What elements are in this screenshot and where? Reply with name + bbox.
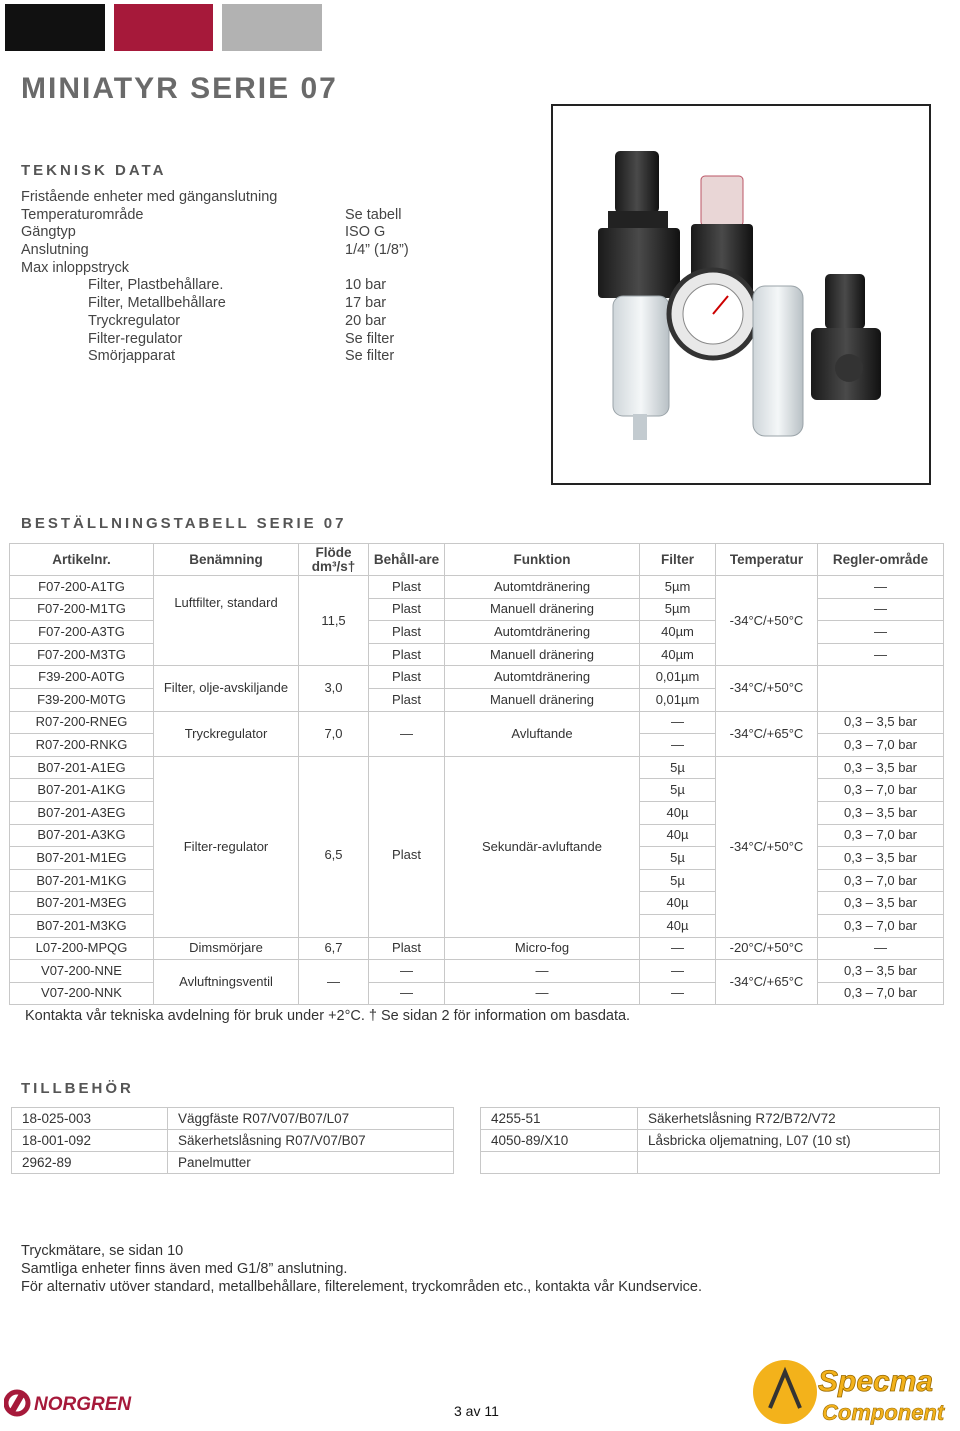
filter-cell: — bbox=[640, 960, 716, 983]
range-cell: — bbox=[818, 598, 944, 621]
filter-cell: 5µm bbox=[640, 576, 716, 599]
part-desc: Panelmutter bbox=[168, 1152, 454, 1174]
header-bar-gray bbox=[222, 4, 322, 51]
flow-cell: 3,0 bbox=[299, 666, 369, 711]
range-cell: 0,3 – 3,5 bar bbox=[818, 960, 944, 983]
container-cell: Plast bbox=[369, 621, 445, 644]
article-cell: V07-200-NNK bbox=[10, 982, 154, 1005]
container-cell: Plast bbox=[369, 937, 445, 960]
temp-cell: -20°C/+50°C bbox=[716, 937, 818, 960]
accessories-table-right bbox=[480, 1107, 940, 1174]
range-cell: — bbox=[818, 643, 944, 666]
article-cell: F39-200-A0TG bbox=[10, 666, 154, 689]
order-table bbox=[9, 543, 944, 1005]
function-cell: Avluftande bbox=[445, 711, 640, 756]
container-cell: — bbox=[369, 982, 445, 1005]
range-cell: 0,3 – 7,0 bar bbox=[818, 914, 944, 937]
range-cell: 0,3 – 7,0 bar bbox=[818, 869, 944, 892]
article-cell: B07-201-M1EG bbox=[10, 847, 154, 870]
tech-row: Temperaturområde Se tabell bbox=[21, 206, 402, 223]
order-heading: BESTÄLLNINGSTABELL SERIE 07 bbox=[21, 515, 347, 532]
tech-row: Filter, Metallbehållare 17 bar bbox=[88, 295, 387, 312]
footer-notes bbox=[21, 1242, 702, 1296]
range-cell: — bbox=[818, 937, 944, 960]
svg-text:Specma: Specma bbox=[818, 1365, 934, 1398]
tech-row: Anslutning 1/4” (1/8”) bbox=[21, 242, 409, 259]
filter-cell: 5µ bbox=[640, 869, 716, 892]
tech-row: Smörjapparat Se filter bbox=[88, 348, 395, 365]
function-cell: Automtdränering bbox=[445, 621, 640, 644]
name-cell: Avluftningsventil bbox=[154, 960, 299, 1005]
article-cell: F07-200-A1TG bbox=[10, 576, 154, 599]
tech-data-list bbox=[21, 189, 409, 366]
table-row bbox=[10, 576, 944, 599]
part-desc: Väggfäste R07/V07/B07/L07 bbox=[168, 1108, 454, 1130]
tech-row: Max inloppstryck bbox=[21, 259, 129, 276]
function-cell: Micro-fog bbox=[445, 937, 640, 960]
header-bar-red bbox=[114, 4, 213, 51]
filter-cell: 5µ bbox=[640, 847, 716, 870]
function-cell: — bbox=[445, 982, 640, 1005]
article-cell: F07-200-A3TG bbox=[10, 621, 154, 644]
name-cell: Filter, olje-avskiljande bbox=[154, 666, 299, 711]
function-cell: Automtdränering bbox=[445, 576, 640, 599]
accessories-heading: TILLBEHÖR bbox=[21, 1080, 134, 1097]
table-row bbox=[10, 756, 944, 779]
function-cell: Sekundär-avluftande bbox=[445, 756, 640, 937]
part-desc bbox=[638, 1152, 940, 1174]
name-cell: Dimsmörjare bbox=[154, 937, 299, 960]
range-cell: 0,3 – 3,5 bar bbox=[818, 711, 944, 734]
table-header-row bbox=[10, 544, 944, 576]
container-cell: Plast bbox=[369, 598, 445, 621]
temp-cell: -34°C/+50°C bbox=[716, 756, 818, 937]
function-cell: Automtdränering bbox=[445, 666, 640, 689]
flow-cell: 7,0 bbox=[299, 711, 369, 756]
filter-cell: — bbox=[640, 734, 716, 757]
function-cell: — bbox=[445, 960, 640, 983]
order-footnote: Kontakta vår tekniska avdelning för bruk under +2°C. † Se sidan 2 för information om basdata. bbox=[25, 1008, 631, 1024]
filter-cell: 40µ bbox=[640, 801, 716, 824]
range-cell: 0,3 – 3,5 bar bbox=[818, 847, 944, 870]
table-row bbox=[12, 1108, 454, 1130]
article-cell: B07-201-M1KG bbox=[10, 869, 154, 892]
col-header: Temperatur bbox=[716, 544, 818, 576]
article-cell: F07-200-M1TG bbox=[10, 598, 154, 621]
filter-cell: 5µ bbox=[640, 779, 716, 802]
article-cell: F07-200-M3TG bbox=[10, 643, 154, 666]
part-code: 4255-51 bbox=[481, 1108, 638, 1130]
article-cell: B07-201-M3KG bbox=[10, 914, 154, 937]
name-cell: Tryckregulator bbox=[154, 711, 299, 756]
col-header: Regler-område bbox=[818, 544, 944, 576]
page-title: MINIATYR SERIE 07 bbox=[21, 72, 338, 105]
table-row bbox=[12, 1152, 454, 1174]
article-cell: R07-200-RNEG bbox=[10, 711, 154, 734]
temp-cell: -34°C/+65°C bbox=[716, 711, 818, 756]
filter-cell: 40µ bbox=[640, 824, 716, 847]
container-cell: Plast bbox=[369, 666, 445, 689]
function-cell: Manuell dränering bbox=[445, 598, 640, 621]
svg-text:Component: Component bbox=[822, 1400, 945, 1425]
article-cell: F39-200-M0TG bbox=[10, 688, 154, 711]
filter-cell: 40µm bbox=[640, 643, 716, 666]
range-cell: 0,3 – 7,0 bar bbox=[818, 982, 944, 1005]
filter-cell: 40µ bbox=[640, 892, 716, 915]
table-row bbox=[481, 1108, 940, 1130]
temp-cell: -34°C/+50°C bbox=[716, 666, 818, 711]
filter-cell: — bbox=[640, 937, 716, 960]
part-code: 4050-89/X10 bbox=[481, 1130, 638, 1152]
temp-cell: -34°C/+65°C bbox=[716, 960, 818, 1005]
tech-row: Filter-regulator Se filter bbox=[88, 330, 395, 347]
container-cell: — bbox=[369, 960, 445, 983]
note-line: För alternativ utöver standard, metallbehållare, filterelement, tryckområden etc., kontakta vår Kundservice. bbox=[21, 1279, 703, 1295]
tech-row: Filter, Plastbehållare. 10 bar bbox=[88, 277, 387, 294]
part-code: 18-025-003 bbox=[12, 1108, 168, 1130]
container-cell: Plast bbox=[369, 756, 445, 937]
article-cell: V07-200-NNE bbox=[10, 960, 154, 983]
part-code bbox=[481, 1152, 638, 1174]
range-cell bbox=[818, 666, 944, 711]
range-cell: — bbox=[818, 576, 944, 599]
article-cell: R07-200-RNKG bbox=[10, 734, 154, 757]
flow-cell: 6,7 bbox=[299, 937, 369, 960]
container-cell: Plast bbox=[369, 576, 445, 599]
filter-cell: 40µ bbox=[640, 914, 716, 937]
range-cell: 0,3 – 3,5 bar bbox=[818, 801, 944, 824]
specma-logo bbox=[752, 1358, 957, 1431]
flow-cell: — bbox=[299, 960, 369, 1005]
tech-row: Fristående enheter med gänganslutning bbox=[21, 189, 278, 205]
article-cell: B07-201-A3KG bbox=[10, 824, 154, 847]
filter-cell: 40µm bbox=[640, 621, 716, 644]
article-cell: B07-201-M3EG bbox=[10, 892, 154, 915]
flow-cell: 11,5 bbox=[299, 576, 369, 666]
part-code: 2962-89 bbox=[12, 1152, 168, 1174]
flow-cell: 6,5 bbox=[299, 756, 369, 937]
filter-cell: 0,01µm bbox=[640, 688, 716, 711]
col-header: Behåll-are bbox=[369, 544, 445, 576]
product-illustration bbox=[553, 106, 929, 483]
col-header: Filter bbox=[640, 544, 716, 576]
range-cell: — bbox=[818, 621, 944, 644]
table-row bbox=[10, 666, 944, 689]
article-cell: B07-201-A1EG bbox=[10, 756, 154, 779]
col-header: Flöde dm³/s† bbox=[299, 544, 369, 576]
filter-cell: — bbox=[640, 711, 716, 734]
product-photo bbox=[551, 104, 931, 485]
header-bar-black bbox=[5, 4, 105, 51]
article-cell: B07-201-A3EG bbox=[10, 801, 154, 824]
temp-cell: -34°C/+50°C bbox=[716, 576, 818, 666]
table-row bbox=[10, 960, 944, 983]
range-cell: 0,3 – 7,0 bar bbox=[818, 734, 944, 757]
table-row bbox=[10, 711, 944, 734]
part-desc: Låsbricka oljematning, L07 (10 st) bbox=[638, 1130, 940, 1152]
note-line: Tryckmätare, se sidan 10 bbox=[21, 1243, 184, 1259]
part-desc: Säkerhetslåsning R07/V07/B07 bbox=[168, 1130, 454, 1152]
function-cell: Manuell dränering bbox=[445, 643, 640, 666]
tech-row: Tryckregulator 20 bar bbox=[88, 312, 387, 329]
range-cell: 0,3 – 3,5 bar bbox=[818, 756, 944, 779]
norgren-logo bbox=[4, 1386, 164, 1425]
accessories-table-left bbox=[11, 1107, 454, 1174]
note-line: Samtliga enheter finns även med G1/8” anslutning. bbox=[21, 1261, 348, 1277]
name-cell: Luftfilter, standard bbox=[154, 576, 299, 666]
table-row bbox=[481, 1152, 940, 1174]
table-row bbox=[481, 1130, 940, 1152]
tech-heading: TEKNISK DATA bbox=[21, 162, 167, 179]
svg-text:NORGREN: NORGREN bbox=[34, 1394, 132, 1415]
range-cell: 0,3 – 3,5 bar bbox=[818, 892, 944, 915]
part-desc: Säkerhetslåsning R72/B72/V72 bbox=[638, 1108, 940, 1130]
tech-row: Gängtyp ISO G bbox=[21, 224, 386, 241]
container-cell: — bbox=[369, 711, 445, 756]
container-cell: Plast bbox=[369, 688, 445, 711]
container-cell: Plast bbox=[369, 643, 445, 666]
article-cell: B07-201-A1KG bbox=[10, 779, 154, 802]
filter-cell: 5µ bbox=[640, 756, 716, 779]
filter-cell: 0,01µm bbox=[640, 666, 716, 689]
col-header: Benämning bbox=[154, 544, 299, 576]
article-cell: L07-200-MPQG bbox=[10, 937, 154, 960]
filter-cell: 5µm bbox=[640, 598, 716, 621]
range-cell: 0,3 – 7,0 bar bbox=[818, 824, 944, 847]
col-header: Funktion bbox=[445, 544, 640, 576]
name-cell: Filter-regulator bbox=[154, 756, 299, 937]
function-cell: Manuell dränering bbox=[445, 688, 640, 711]
filter-cell: — bbox=[640, 982, 716, 1005]
col-header: Artikelnr. bbox=[10, 544, 154, 576]
table-row bbox=[12, 1130, 454, 1152]
range-cell: 0,3 – 7,0 bar bbox=[818, 779, 944, 802]
page-number: 3 av 11 bbox=[454, 1403, 499, 1419]
table-row bbox=[10, 937, 944, 960]
part-code: 18-001-092 bbox=[12, 1130, 168, 1152]
